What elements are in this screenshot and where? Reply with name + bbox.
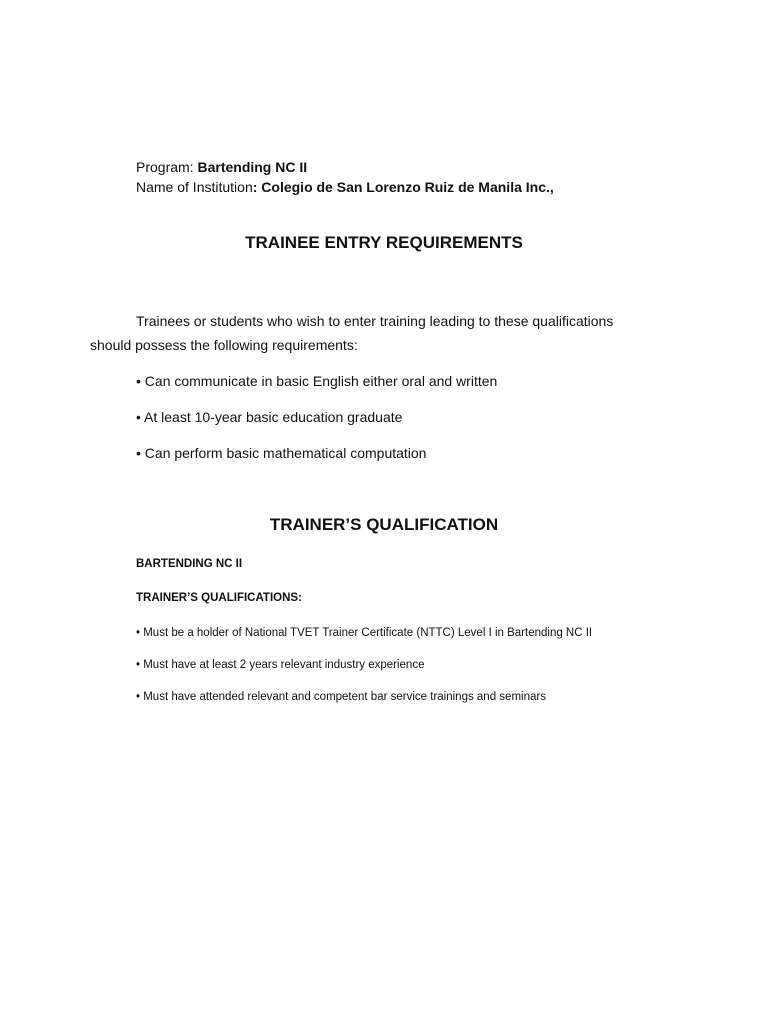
program-line [136,158,307,176]
trainer-qualification-item: • Must have attended relevant and competent bar service trainings and seminars [136,691,546,703]
program-label: Program: [136,159,194,175]
trainer-qualification-heading: TRAINER’S QUALIFICATION [269,515,499,534]
trainer-qualification-item: • Must have at least 2 years relevant industry experience [136,659,425,671]
program-value: Bartending NC II [197,159,308,175]
entry-requirement-item: • Can perform basic mathematical computation [136,445,427,461]
institution-label: Name of Institution [136,179,253,195]
trainer-list-title: TRAINER’S QUALIFICATIONS: [136,592,302,604]
institution-value: : Colegio de San Lorenzo Ruiz de Manila Inc., [252,179,554,195]
trainer-qualification-item: • Must be a holder of National TVET Trainer Certificate (NTTC) Level I in Bartending NC II [136,627,593,639]
entry-requirement-item: • At least 10-year basic education graduate [136,409,403,425]
entry-intro-line2: should possess the following requirements: [90,337,358,353]
entry-requirements-heading: TRAINEE ENTRY REQUIREMENTS [245,233,523,252]
trainer-subheading: BARTENDING NC II [136,558,243,570]
institution-line [136,178,554,196]
entry-requirement-item: • Can communicate in basic English either oral and written [136,373,498,389]
entry-intro-line1: Trainees or students who wish to enter training leading to these qualifications [136,313,614,329]
